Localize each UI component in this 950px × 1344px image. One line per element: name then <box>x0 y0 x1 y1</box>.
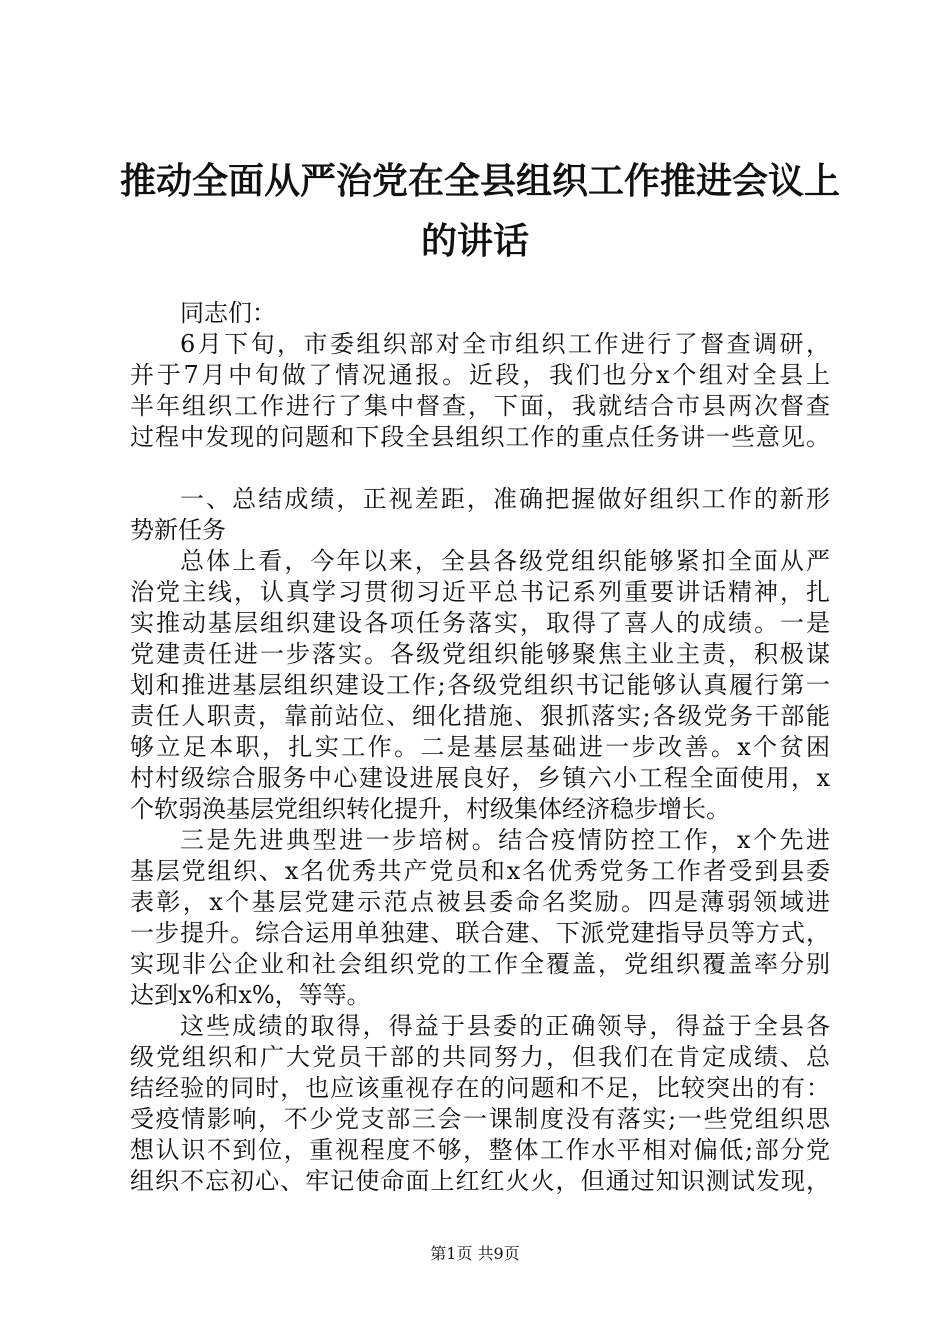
body-line: 三是先进典型进一步培树。结合疫情防控工作，x个先进 <box>180 826 830 854</box>
body-line: 划和推进基层组织建设工作;各级党组织书记能够认真履行第一 <box>130 671 830 699</box>
body-line: 结经验的同时，也应该重视存在的问题和不足，比较突出的有： <box>130 1074 830 1102</box>
section-heading-line: 势新任务 <box>130 516 226 544</box>
body-line: 组织不忘初心、牢记使命面上红红火火，但通过知识测试发现， <box>130 1167 830 1195</box>
body-line: 半年组织工作进行了集中督查，下面，我就结合市县两次督查 <box>130 392 830 420</box>
body-line: 基层党组织、x名优秀共产党员和x名优秀党务工作者受到县委 <box>130 857 830 885</box>
body-line: 总体上看，今年以来，全县各级党组织能够紧扣全面从严 <box>180 547 830 575</box>
body-line: 6月下旬，市委组织部对全市组织工作进行了督查调研， <box>180 330 830 358</box>
body-line: 想认识不到位，重视程度不够，整体工作水平相对偏低;部分党 <box>130 1136 830 1164</box>
body-line: 受疫情影响，不少党支部三会一课制度没有落实;一些党组织思 <box>130 1105 830 1133</box>
page-footer: 第1页 共9页 <box>430 1244 520 1263</box>
body-line: 村村级综合服务中心建设进展良好，乡镇六小工程全面使用，x <box>130 764 830 792</box>
body-line: 够立足本职，扎实工作。二是基层基础进一步改善。x个贫困 <box>130 733 830 761</box>
body-line: 一步提升。综合运用单独建、联合建、下派党建指导员等方式， <box>130 919 830 947</box>
body-line: 过程中发现的问题和下段全县组织工作的重点任务讲一些意见。 <box>130 423 830 451</box>
document-title-line-1: 推动全面从严治党在全县组织工作推进会议上 <box>120 161 841 202</box>
body-line: 党建责任进一步落实。各级党组织能够聚焦主业主责，积极谋 <box>130 640 830 668</box>
body-line: 表彰，x个基层党建示范点被县委命名奖励。四是薄弱领域进 <box>130 888 830 916</box>
body-line: 责任人职责，靠前站位、细化措施、狠抓落实;各级党务干部能 <box>130 702 830 730</box>
body-line: 实推动基层组织建设各项任务落实，取得了喜人的成绩。一是 <box>130 609 830 637</box>
body-line: 治党主线，认真学习贯彻习近平总书记系列重要讲话精神，扎 <box>130 578 830 606</box>
body-line: 这些成绩的取得，得益于县委的正确领导，得益于全县各 <box>180 1012 830 1040</box>
body-line: 级党组织和广大党员干部的共同努力，但我们在肯定成绩、总 <box>130 1043 830 1071</box>
salutation: 同志们： <box>180 299 276 327</box>
body-line: 达到x%和x%，等等。 <box>130 981 371 1009</box>
body-line: 实现非公企业和社会组织党的工作全覆盖，党组织覆盖率分别 <box>130 950 830 978</box>
document-title-line-2: 的讲话 <box>420 221 529 262</box>
body-line: 个软弱涣基层党组织转化提升，村级集体经济稳步增长。 <box>130 795 730 823</box>
body-line: 并于7月中旬做了情况通报。近段，我们也分x个组对全县上 <box>130 361 830 389</box>
section-heading-line: 一、总结成绩，正视差距，准确把握做好组织工作的新形 <box>180 485 830 513</box>
